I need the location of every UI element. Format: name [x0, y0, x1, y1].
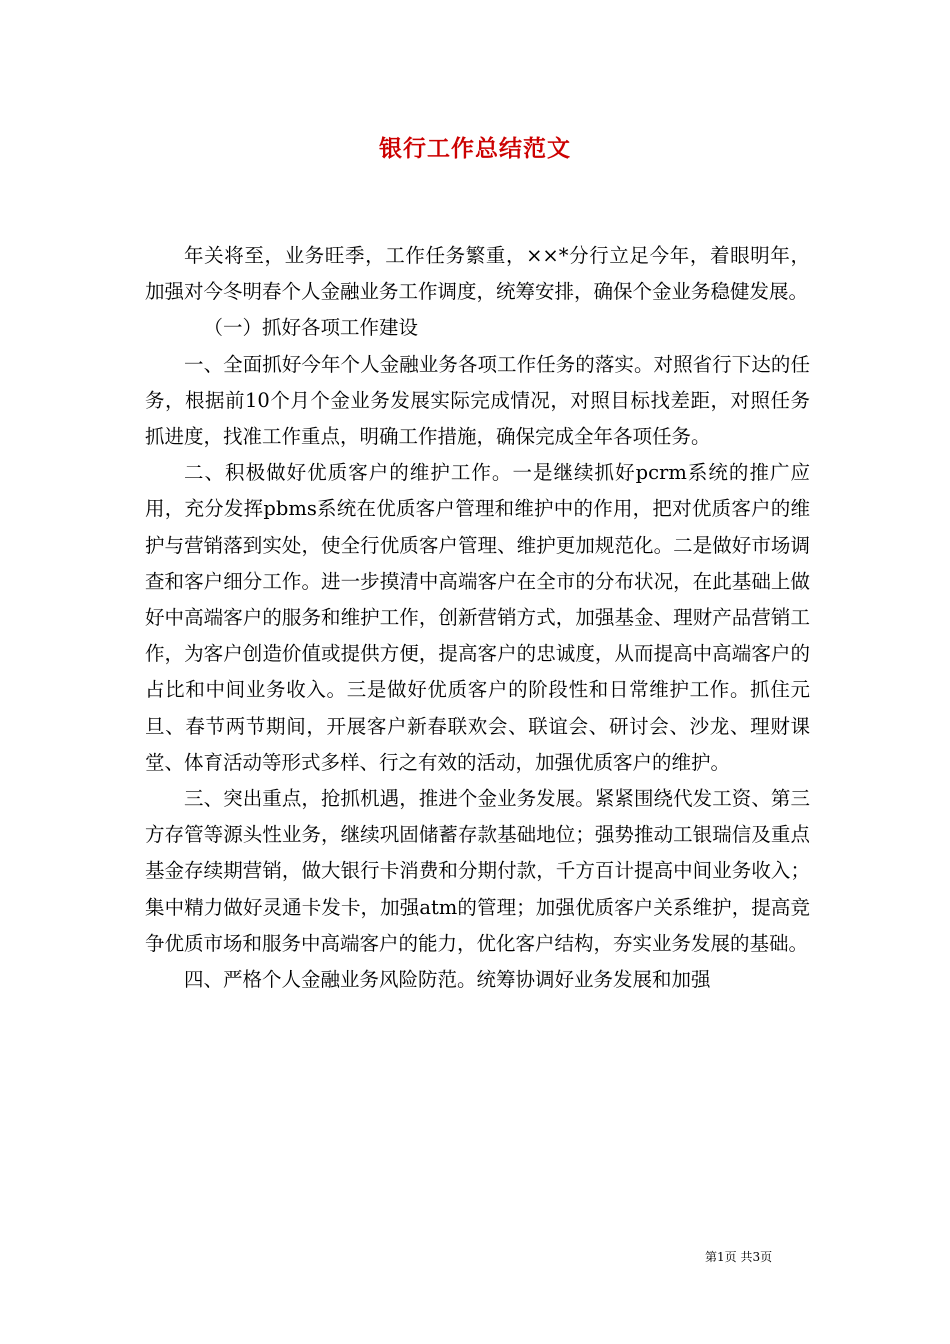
paragraph-item-2: 二、积极做好优质客户的维护工作。一是继续抓好pcrm系统的推广应用，充分发挥pbms系统在优质客户管理和维护中的作用，把对优质客户的维护与营销落到实处，使全行优质客户管理、维护更加规范化。二是做好市场调查和客户细分工作。进一步摸清中高端客户在全市的分布状况，在此基础上做好中高端客户的服务和维护工作，创新营销方式，加强基金、理财产品营销工作，为客户创造价值或提供方便，提高客户的忠诚度，从而提高中高端客户的占比和中间业务收入。三是做好优质客户的阶段性和日常维护工作。抓住元旦、春节两节期间，开展客户新春联欢会、联谊会、研讨会、沙龙、理财课堂、体育活动等形式多样、行之有效的活动，加强优质客户的维护。 — [145, 461, 810, 774]
page-footer — [705, 1248, 772, 1265]
paragraph-item-4: 四、严格个人金融业务风险防范。统筹协调好业务发展和加强 — [184, 968, 711, 992]
document-title: 银行工作总结范文 — [379, 135, 571, 162]
section-heading: （一）抓好各项工作建设 — [203, 316, 419, 340]
paragraph-item-1: 一、全面抓好今年个人金融业务各项工作任务的落实。对照省行下达的任务，根据前10个月个金业务发展实际完成情况，对照目标找差距，对照任务抓进度，找准工作重点，明确工作措施，确保完成全年各项任务。 — [145, 352, 810, 449]
page-number: 第1页 共3页 — [705, 1250, 773, 1264]
paragraph-item-3: 三、突出重点，抢抓机遇，推进个金业务发展。紧紧围绕代发工资、第三方存管等源头性业务，继续巩固储蓄存款基础地位；强势推动工银瑞信及重点基金存续期营销，做大银行卡消费和分期付款，千方百计提高中间业务收入；集中精力做好灵通卡发卡，加强atm的管理；加强优质客户关系维护，提高竞争优质市场和服务中高端客户的能力，优化客户结构，夯实业务发展的基础。 — [145, 787, 810, 955]
intro-paragraph: 年关将至，业务旺季，工作任务繁重，××*分行立足今年，着眼明年，加强对今冬明春个人金融业务工作调度，统筹安排，确保个金业务稳健发展。 — [145, 244, 810, 304]
document-body — [145, 238, 810, 998]
